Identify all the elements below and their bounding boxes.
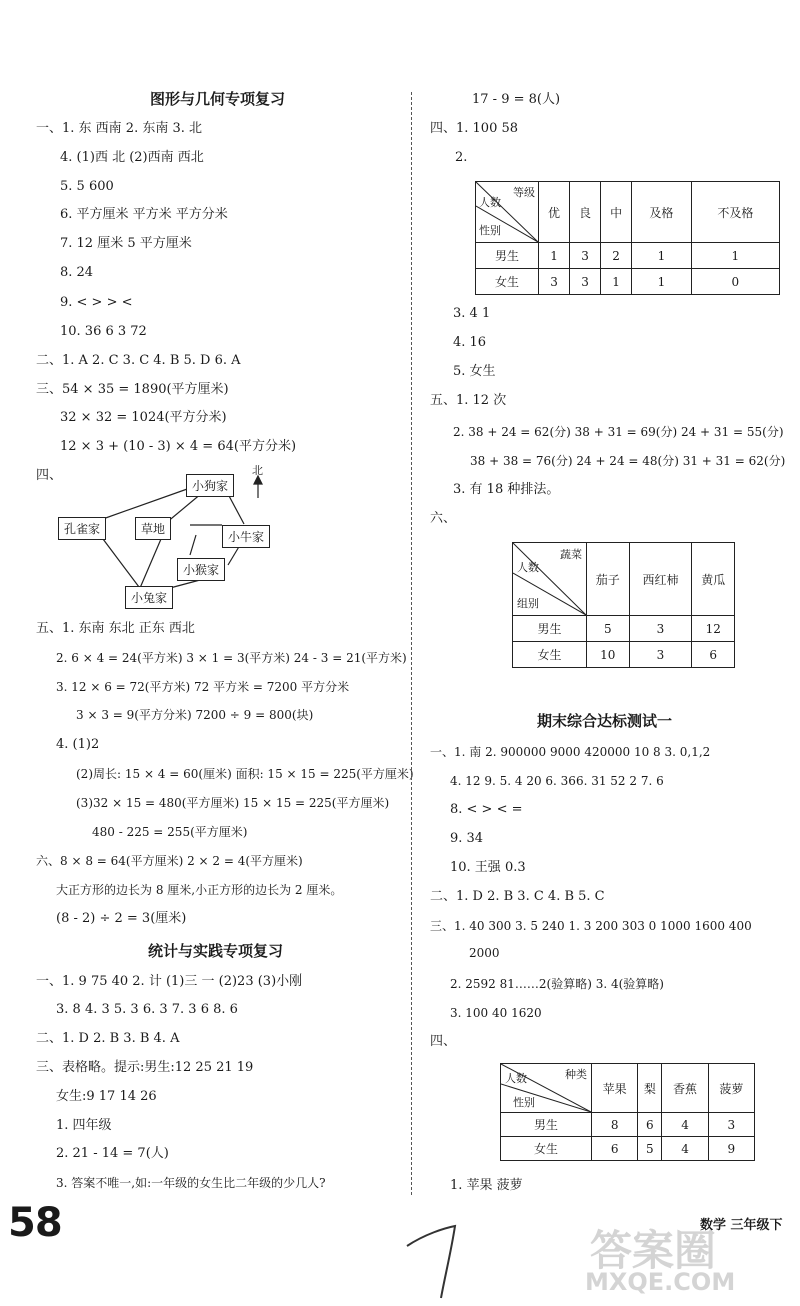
map-label-monkey: 小猴家 [177, 558, 225, 581]
row-label: 男生 [476, 243, 539, 269]
table-cell: 1 [632, 269, 692, 295]
corner-bot: 性别 [479, 224, 501, 237]
table-cell: 3 [629, 642, 692, 668]
table-header: 中 [601, 182, 632, 243]
corner-top: 种类 [565, 1068, 587, 1081]
corner-mid: 人数 [517, 561, 539, 574]
table-cell: 2 [601, 243, 632, 269]
row-label: 女生 [476, 269, 539, 295]
answer-line: (3)32 × 15 = 480(平方厘米) 15 × 15 = 225(平方厘米) [76, 796, 390, 810]
corner-top: 等级 [513, 186, 535, 199]
answer-line: 8. < > < = [450, 802, 523, 817]
table-header: 不及格 [691, 182, 779, 243]
table-cell: 6 [692, 642, 735, 668]
answer-line: 二、1. A 2. C 3. C 4. B 5. D 6. A [36, 353, 241, 368]
table-cell: 1 [601, 269, 632, 295]
answer-line: 三、表格略。提示:男生:12 25 21 19 [36, 1060, 254, 1075]
answer-line: 一、1. 9 75 40 2. 计 (1)三 一 (2)23 (3)小刚 [36, 974, 303, 989]
answer-line: 2. [455, 150, 468, 165]
answer-line: 3. 12 × 6 = 72(平方米) 72 平方米 = 7200 平方分米 [56, 680, 350, 694]
answer-line: 9. 34 [450, 831, 484, 846]
table-row [476, 243, 780, 269]
footer-subject: 数学 三年级下 [700, 1218, 783, 1233]
answer-line: (2)周长: 15 × 4 = 60(厘米) 面积: 15 × 15 = 225(平方厘米) [76, 767, 414, 781]
table-cell: 6 [638, 1113, 662, 1137]
answer-line: 二、1. D 2. B 3. C 4. B 5. C [430, 889, 605, 904]
table-header: 香蕉 [662, 1064, 708, 1113]
table-cell: 4 [662, 1137, 708, 1161]
table-cell: 12 [692, 616, 735, 642]
watermark-logo: 答案圈 [590, 1226, 717, 1275]
section-title-final-test: 期末综合达标测试一 [537, 712, 673, 730]
table-cell: 1 [539, 243, 570, 269]
answer-line: 3. 有 18 种排法。 [453, 482, 560, 497]
table-cell: 3 [570, 243, 601, 269]
table-header: 菠萝 [708, 1064, 754, 1113]
map-label-lawn: 草地 [135, 517, 171, 540]
corner-bot: 组别 [517, 597, 539, 610]
answer-line: 女生:9 17 14 26 [56, 1089, 157, 1104]
answer-line: 480 - 225 = 255(平方厘米) [92, 825, 248, 839]
answer-line: (8 - 2) ÷ 2 = 3(厘米) [56, 911, 187, 926]
table-row [501, 1113, 755, 1137]
map-label-calf: 小牛家 [222, 525, 270, 548]
answer-line: 六、8 × 8 = 64(平方厘米) 2 × 2 = 4(平方厘米) [36, 854, 303, 868]
answer-line: 32 × 32 = 1024(平方分米) [60, 410, 227, 425]
table-header: 茄子 [587, 543, 630, 616]
answer-line: 6. 平方厘米 平方米 平方分米 [60, 207, 228, 222]
answer-line: 六、 [430, 511, 457, 526]
grade-table [475, 181, 780, 295]
table-cell: 6 [592, 1137, 638, 1161]
answer-line: 10. 王强 0.3 [450, 860, 526, 875]
fruit-table [500, 1063, 755, 1161]
page-number: 58 [8, 1200, 62, 1246]
answer-line: 五、1. 东南 东北 正东 西北 [36, 621, 195, 636]
table-cell: 10 [587, 642, 630, 668]
table-cell: 4 [662, 1113, 708, 1137]
table-header: 优 [539, 182, 570, 243]
answer-line: 2. 6 × 4 = 24(平方米) 3 × 1 = 3(平方米) 24 - 3 = 21(平方米) [56, 651, 407, 665]
table-cell: 8 [592, 1113, 638, 1137]
answer-line: 4. 16 [453, 335, 487, 350]
corner-mid: 人数 [505, 1072, 527, 1085]
table-cell: 1 [632, 243, 692, 269]
answer-line: 2. 38 + 24 = 62(分) 38 + 31 = 69(分) 24 + 31 = 55(分) [453, 425, 784, 439]
answer-line: 10. 36 6 3 72 [60, 324, 147, 339]
table-row [501, 1137, 755, 1161]
section-title-geometry: 图形与几何专项复习 [150, 90, 286, 108]
answer-line: 四、 [430, 1034, 457, 1049]
table-cell: 1 [691, 243, 779, 269]
row-label: 男生 [513, 616, 587, 642]
answer-line: 4. (1)2 [56, 737, 100, 752]
answer-line: 三、1. 40 300 3. 5 240 1. 3 200 303 0 1000 1600 400 [430, 919, 752, 933]
map-label-rabbit: 小兔家 [125, 586, 173, 609]
map-label-peacock: 孔雀家 [58, 517, 106, 540]
answer-line: 5. 女生 [453, 364, 496, 379]
section-title-statistics: 统计与实践专项复习 [148, 942, 284, 960]
answer-line: 2. 2592 81……2(验算略) 3. 4(验算略) [450, 977, 664, 991]
table-cell: 3 [570, 269, 601, 295]
answer-line: 五、1. 12 次 [430, 393, 507, 408]
answer-line: 3. 100 40 1620 [450, 1006, 542, 1020]
table-header: 良 [570, 182, 601, 243]
answer-line: 2000 [469, 946, 500, 960]
table-row [513, 642, 735, 668]
answer-line: 38 + 38 = 76(分) 24 + 24 = 48(分) 31 + 31 = 62(分) [470, 454, 786, 468]
answer-line: 3. 4 1 [453, 306, 491, 321]
watermark-url: MXQE.COM [585, 1268, 736, 1296]
answer-line: 3. 8 4. 3 5. 3 6. 3 7. 3 6 8. 6 [56, 1002, 238, 1017]
answer-line: 一、1. 东 西南 2. 东南 3. 北 [36, 121, 203, 136]
table-cell: 3 [629, 616, 692, 642]
answer-line: 四、1. 100 58 [430, 121, 519, 136]
table-corner-cell [501, 1064, 592, 1113]
answer-line: 17 - 9 = 8(人) [472, 92, 561, 107]
table-corner-cell [476, 182, 539, 243]
table-cell: 0 [691, 269, 779, 295]
column-divider [411, 92, 412, 1195]
pen-mark [405, 1222, 465, 1302]
answer-line: 2. 21 - 14 = 7(人) [56, 1146, 169, 1161]
corner-mid: 人数 [479, 196, 501, 209]
answer-line: 1. 苹果 菠萝 [450, 1178, 523, 1193]
answer-line: 一、1. 南 2. 900000 9000 420000 10 8 3. 0,1,2 [430, 745, 711, 759]
vegetable-table [512, 542, 735, 668]
row-label: 女生 [501, 1137, 592, 1161]
answer-line: 3. 答案不唯一,如:一年级的女生比二年级的少几人? [56, 1176, 326, 1190]
row-label: 男生 [501, 1113, 592, 1137]
table-cell: 3 [708, 1113, 754, 1137]
map-diagram [0, 0, 410, 620]
answer-line: 8. 24 [60, 265, 94, 280]
table-header: 西红柿 [629, 543, 692, 616]
table-header: 黄瓜 [692, 543, 735, 616]
corner-bot: 性别 [513, 1096, 535, 1109]
answer-line: 大正方形的边长为 8 厘米,小正方形的边长为 2 厘米。 [56, 883, 343, 897]
table-row [476, 269, 780, 295]
table-cell: 5 [587, 616, 630, 642]
answer-line: 1. 四年级 [56, 1118, 112, 1133]
answer-line: 5. 5 600 [60, 179, 114, 194]
answer-line: 二、1. D 2. B 3. B 4. A [36, 1031, 180, 1046]
table-cell: 5 [638, 1137, 662, 1161]
answer-line: 3 × 3 = 9(平方分米) 7200 ÷ 9 = 800(块) [76, 708, 314, 722]
answer-line: 4. (1)西 北 (2)西南 西北 [60, 150, 204, 165]
table-row [513, 616, 735, 642]
map-label-puppy: 小狗家 [186, 474, 234, 497]
answer-line: 三、54 × 35 = 1890(平方厘米) [36, 382, 229, 397]
answer-line: 7. 12 厘米 5 平方厘米 [60, 236, 192, 251]
answer-line: 4. 12 9. 5. 4 20 6. 366. 31 52 2 7. 6 [450, 774, 664, 788]
corner-top: 蔬菜 [560, 548, 582, 561]
table-header: 及格 [632, 182, 692, 243]
answer-line: 9. < > > < [60, 295, 133, 310]
north-label: 北 [252, 464, 263, 477]
answer-line: 12 × 3 + (10 - 3) × 4 = 64(平方分米) [60, 439, 297, 454]
table-header: 梨 [638, 1064, 662, 1113]
row-label: 女生 [513, 642, 587, 668]
table-cell: 9 [708, 1137, 754, 1161]
table-cell: 3 [539, 269, 570, 295]
table-corner-cell [513, 543, 587, 616]
answer-line: 四、 [36, 468, 63, 483]
table-header: 苹果 [592, 1064, 638, 1113]
